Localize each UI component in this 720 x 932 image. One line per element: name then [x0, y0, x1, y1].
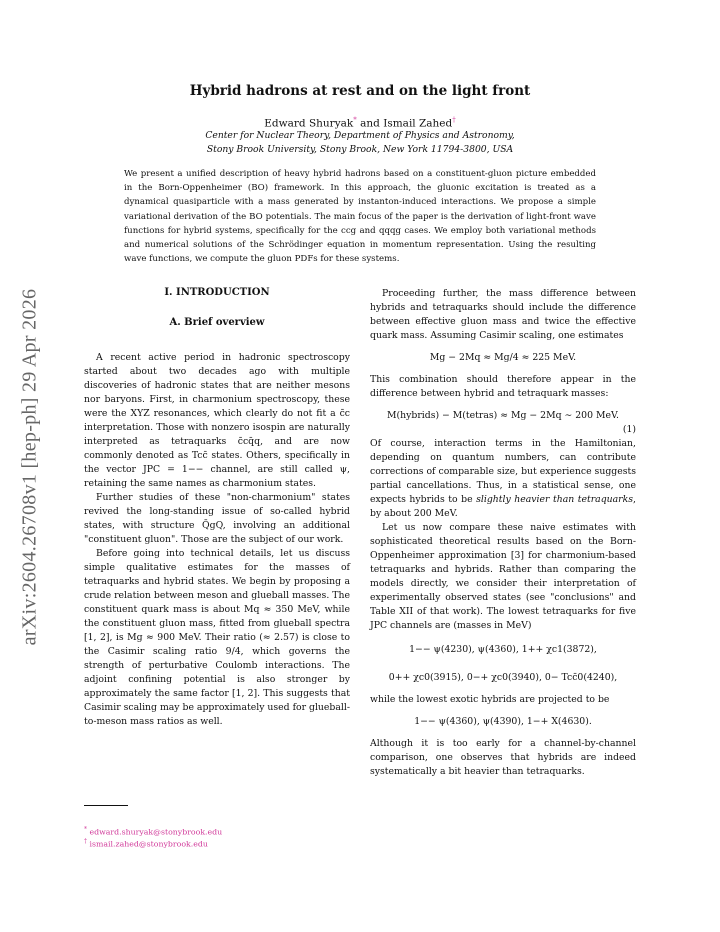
hybrid-list: 1−− ψ(4360), ψ(4390), 1−+ X(4630).	[414, 716, 592, 727]
arxiv-stamp: arXiv:2604.26708v1 [hep-ph] 29 Apr 2026	[18, 288, 41, 646]
footnote-mark: †	[84, 838, 87, 845]
paragraph: This combination should therefore appear in the difference between hybrid and tetraquark masses:	[370, 374, 636, 399]
right-column	[370, 287, 636, 779]
paragraph: Although it is too early for a channel-by-channel comparison, one observes that hybrids are indeed systematically a bit heavier than tetraquarks.	[370, 738, 636, 777]
paragraph: Further studies of these "non-charmonium" states revived the long-standing issue of so-called hybrid states, with structure Q̄gQ, involving an additional "constituent gluon". Those are the subject of our work.	[84, 492, 350, 545]
equation-casimir: Mg − 2Mq ≈ Mg/4 ≈ 225 MeV.	[429, 352, 577, 363]
abstract: We present a unified description of heavy hybrid hadrons based on a constituent-gluon picture embedded in the Born-Oppenheimer (BO) framework. In this approach, the gluonic excitation is treated as a dynamical quasiparticle with a mass generated by instanton-induced interactions. We propose a simple variational derivation of the BO potentials. The main focus of the paper is the derivation of light-front wave functions for hybrid systems, specifically for the ccg and qqqg cases. We employ both variational methods and numerical solutions of the Schrödinger equation in momentum representation. Using the resulting wave functions, we compute the gluon PDFs for these systems.	[124, 169, 596, 265]
author-1-mark[interactable]: *	[353, 116, 357, 124]
author-2-mark[interactable]: †	[452, 116, 456, 124]
footnote-2	[84, 838, 208, 849]
footnote-rule	[84, 805, 128, 806]
subsection-heading: A. Brief overview	[169, 317, 265, 328]
affiliation-line-1: Center for Nuclear Theory, Department of Physics and Astronomy,	[205, 130, 515, 141]
paragraph: Proceeding further, the mass difference between hybrids and tetraquarks should include the difference between effective gluon mass and twice the effective quark mass. Assuming Casimir scaling, one estimates	[370, 288, 636, 341]
email-link[interactable]: edward.shuryak@stonybrook.edu	[89, 827, 223, 837]
left-column	[84, 286, 350, 729]
affiliation-line-2: Stony Brook University, Stony Brook, New York 11794-3800, USA	[206, 144, 514, 155]
author-conjunction: and	[356, 117, 384, 130]
text: Of course, interaction terms in the Hamiltonian, depending on quantum numbers, can contribute corrections of comparable size, but experience suggests partial cancellations. Thus, in a statistical sense, one expects hybrids to be	[370, 438, 636, 505]
section-heading: I. INTRODUCTION	[164, 287, 270, 298]
emphasis: slightly heavier than tetraquarks	[476, 494, 634, 505]
footnote-1	[84, 826, 222, 837]
equation-number: (1)	[622, 424, 636, 435]
paper-title: Hybrid hadrons at rest and on the light front	[189, 83, 531, 99]
paragraph	[370, 437, 636, 521]
tetraquark-list-2: 0++ χc0(3915), 0−+ χc0(3940), 0− Tcc̄0(4240),	[388, 672, 618, 683]
author-line	[0, 116, 720, 130]
email-link[interactable]: ismail.zahed@stonybrook.edu	[89, 839, 208, 849]
paragraph: Let us now compare these naive estimates with sophisticated theoretical results based on the Born-Oppenheimer approximation [3] for charmonium-based tetraquarks and hybrids. Rather than comparing the models directly, we consider their interpretation of experimentally observed states (see "conclusions" and Table XII of that work). The lowest tetraquarks for five JPC channels are (masses in MeV)	[370, 522, 636, 631]
paragraph: while the lowest exotic hybrids are projected to be	[370, 694, 610, 705]
text: , by about 200 MeV.	[370, 494, 636, 519]
equation-1: M(hybrids) − M(tetras) ≈ Mg − 2Mq ∼ 200 MeV.	[386, 410, 620, 421]
tetraquark-list-1: 1−− ψ(4230), ψ(4360), 1++ χc1(3872),	[409, 644, 597, 655]
author-2: Ismail Zahed	[383, 117, 453, 130]
paragraph: Before going into technical details, let us discuss simple qualitative estimates for the masses of tetraquarks and hybrid states. We begin by proposing a crude relation between meson and glueball masses. The constituent quark mass is about Mq ≈ 350 MeV, while the constituent gluon mass, fitted from glueball spectra [1, 2], is Mg ≈ 900 MeV. Their ratio (≈ 2.57) is close to the Casimir scaling ratio 9/4, which governs the strength of perturbative Coulomb interactions. The adjoint confining potential is also stronger by approximately the same factor [1, 2]. This suggests that Casimir scaling may be approximately used for glueball-to-meson mass ratios as well.	[84, 548, 351, 727]
author-1: Edward Shuryak	[264, 117, 354, 130]
affiliation	[0, 129, 720, 157]
paragraph: A recent active period in hadronic spectroscopy started about two decades ago with multiple discoveries of hadronic states that are neither mesons nor baryons. First, in charmonium spectroscopy, these were the XYZ resonances, which clearly do not fit a c̄c interpretation. Those with nonzero isospin are naturally interpreted as tetraquarks c̄cq̄q, and are now commonly denoted as Tcc̄ states. Others, specifically in the vector JPC = 1−− channel, are still called ψ, retaining the same names as charmonium states.	[84, 352, 350, 489]
footnote-mark: *	[84, 826, 87, 833]
